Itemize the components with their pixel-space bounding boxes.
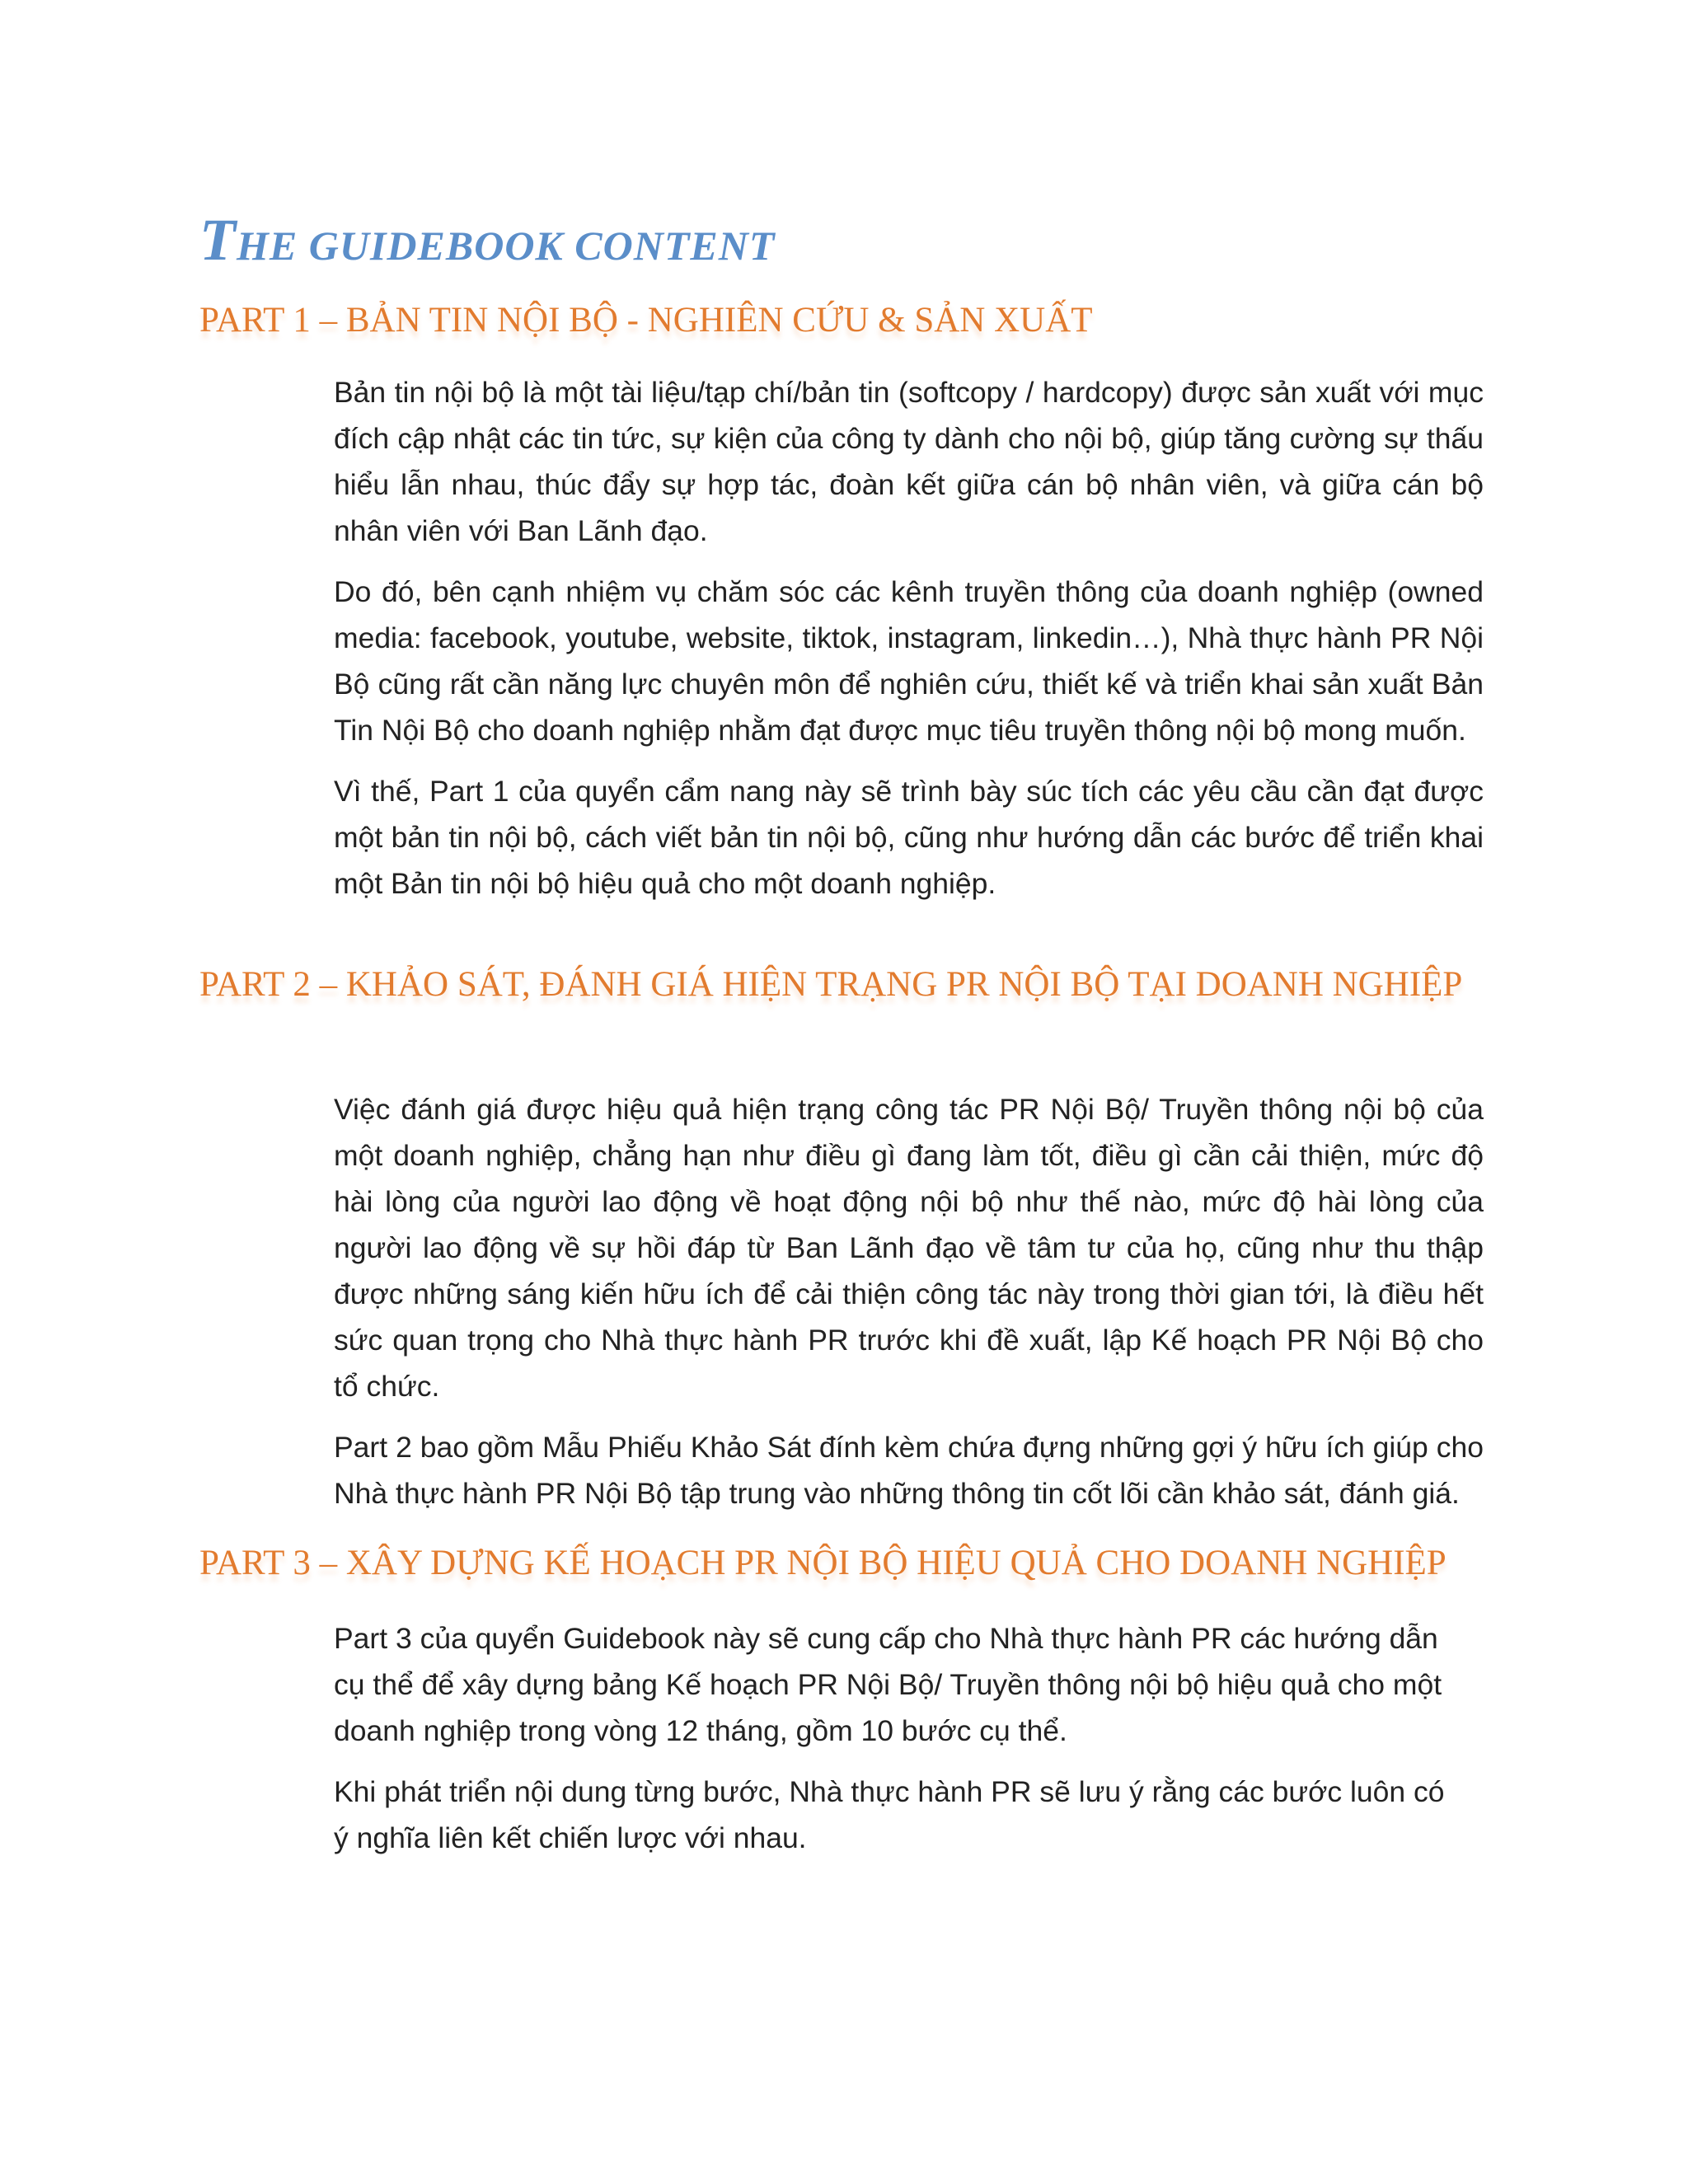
paragraph: Do đó, bên cạnh nhiệm vụ chăm sóc các kênh truyền thông của doanh nghiệp (owned media: facebook, youtube, website, tiktok, instagram, linkedin…), Nhà thực hành PR Nội Bộ cũng rất cần năng lực chuyên môn để nghiên cứu, thiết kế và triển khai sản xuất Bản Tin Nội Bộ cho doanh nghiệp nhằm đạt được mục tiêu truyền thông nội bộ mong muốn. bbox=[334, 575, 1484, 747]
paragraph: Vì thế, Part 1 của quyển cẩm nang này sẽ trình bày súc tích các yêu cầu cần đạt được một bản tin nội bộ, cách viết bản tin nội bộ, cũng như hướng dẫn các bước để triển khai một Bản tin nội bộ hiệu quả cho một doanh nghiệp. bbox=[334, 775, 1484, 900]
paragraph: Bản tin nội bộ là một tài liệu/tạp chí/bản tin (softcopy / hardcopy) được sản xuất với mục đích cập nhật các tin tức, sự kiện của công ty dành cho nội bộ, giúp tăng cường sự thấu hiểu lẫn nhau, thúc đẩy sự hợp tác, đoàn kết giữa cán bộ nhân viên, và giữa cán bộ nhân viên với Ban Lãnh đạo. bbox=[334, 376, 1484, 547]
paragraph: Part 2 bao gồm Mẫu Phiếu Khảo Sát đính kèm chứa đựng những gợi ý hữu ích giúp cho Nhà thực hành PR Nội Bộ tập trung vào những thông tin cốt lõi cần khảo sát, đánh giá. bbox=[334, 1431, 1484, 1510]
paragraph: Việc đánh giá được hiệu quả hiện trạng công tác PR Nội Bộ/ Truyền thông nội bộ của một doanh nghiệp, chẳng hạn như điều gì đang làm tốt, điều gì cần cải thiện, mức độ hài lòng của người lao động về hoạt động nội bộ như thế nào, mức độ hài lòng của người lao động về sự hồi đáp từ Ban Lãnh đạo về tâm tư của họ, cũng như thu thập được những sáng kiến hữu ích để cải thiện công tác này trong thời gian tới, là điều hết sức quan trọng cho Nhà thực hành PR trước khi đề xuất, lập Kế hoạch PR Nội Bộ cho tổ chức. bbox=[334, 1093, 1484, 1403]
section-heading-part-3: PART 3 – XÂY DỰNG KẾ HOẠCH PR NỘI BỘ HIỆU QUẢ CHO DOANH NGHIỆP bbox=[199, 1544, 1447, 1582]
section-body-part-1 bbox=[334, 369, 1484, 921]
section-heading-part-1: PART 1 – BẢN TIN NỘI BỘ - NGHIÊN CỨU & SẢN XUẤT bbox=[199, 301, 1093, 340]
paragraph: Khi phát triển nội dung từng bước, Nhà thực hành PR sẽ lưu ý rằng các bước luôn có ý nghĩa liên kết chiến lược với nhau. bbox=[334, 1775, 1445, 1854]
section-heading-part-2: PART 2 – KHẢO SÁT, ĐÁNH GIÁ HIỆN TRẠNG PR NỘI BỘ TẠI DOANH NGHIỆP bbox=[199, 965, 1463, 1004]
section-body-part-2 bbox=[334, 1086, 1484, 1531]
section-body-part-3 bbox=[334, 1615, 1455, 1876]
paragraph: Part 3 của quyển Guidebook này sẽ cung cấp cho Nhà thực hành PR các hướng dẫn cụ thể để xây dựng bảng Kế hoạch PR Nội Bộ/ Truyền thông nội bộ hiệu quả cho một doanh nghiệp trong vòng 12 tháng, gồm 10 bước cụ thể. bbox=[334, 1622, 1442, 1747]
document-title-rest: HE GUIDEBOOK CONTENT bbox=[236, 223, 776, 269]
document-title bbox=[199, 206, 775, 274]
document-title-initial: T bbox=[199, 207, 237, 273]
